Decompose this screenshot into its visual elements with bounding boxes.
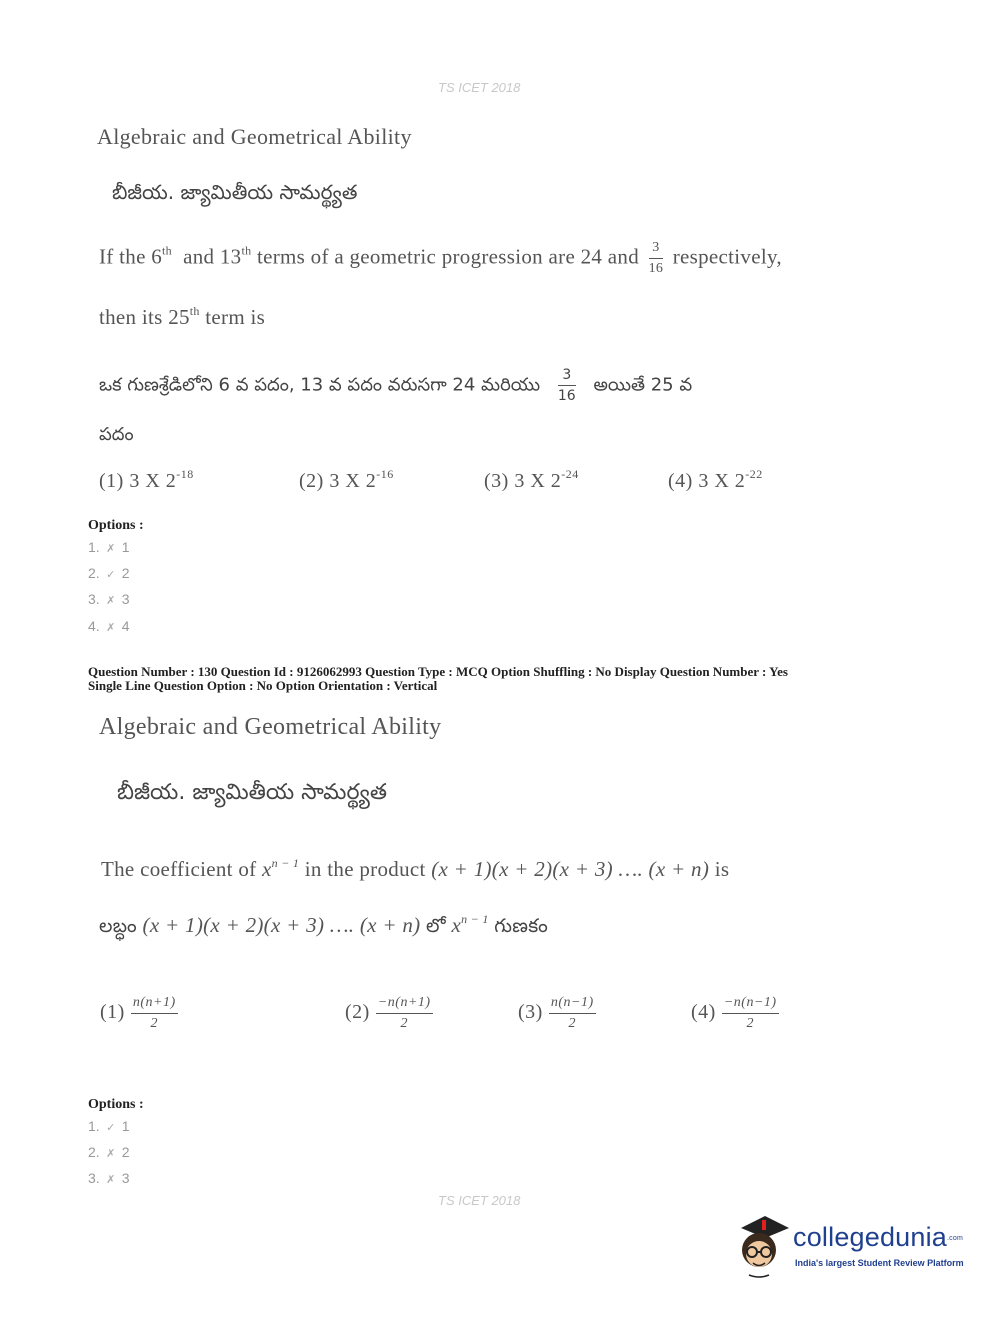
mascot-icon	[735, 1212, 793, 1280]
collegedunia-logo	[735, 1212, 964, 1282]
option-row-1: 1. ✗ 1	[88, 539, 130, 555]
section-title-english: Algebraic and Geometrical Ability	[97, 124, 412, 149]
q2-option-row-1: 1. ✓ 1	[88, 1118, 130, 1134]
wrong-mark-icon: ✗	[106, 595, 116, 607]
fraction-3-16-telugu: $\frac{3}{16}$	[557, 367, 576, 404]
q2-choice-2: (2) $\frac{-n(n+1)}{2}$	[345, 995, 431, 1031]
question-meta-line2: Single Line Question Option : No Option Orientation : Vertical	[88, 678, 438, 693]
wrong-mark-icon: ✗	[106, 543, 116, 555]
choice-2: (2) 3 X $2^{-16}$	[299, 467, 394, 492]
question2-telugu: లబ్ధం (x + 1)(x + 2)(x + 3) …. (x + n) లో $x^{n - 1}$ గుణకం	[99, 912, 549, 937]
section-title-english-2: Algebraic and Geometrical Ability	[99, 714, 442, 740]
wrong-mark-icon: ✗	[106, 1148, 116, 1160]
question-statement-line2: then its 25th term is	[99, 304, 266, 329]
correct-check-icon: ✓	[106, 1122, 116, 1134]
logo-wordmark: collegedunia$^{.com}$	[793, 1222, 964, 1252]
question2-statement: The coefficient of $x^{n - 1}$ in the product (x + 1)(x + 2)(x + 3) …. (x + n) is	[101, 856, 730, 881]
choice-4: (4) 3 X $2^{-22}$	[668, 467, 763, 492]
q2-option-row-2: 2. ✗ 2	[88, 1144, 130, 1160]
question-telugu-line1: ఒక గుణశ్రేడిలోని 6 వ పదం, 13 వ పదం వరుసగా 24 మరియు $\frac{3}{16}$ అయితే 25 వ	[99, 367, 693, 404]
option-row-3: 3. ✗ 3	[88, 591, 130, 607]
option-row-4: 4. ✗ 4	[88, 618, 130, 634]
q2-option-row-3: 3. ✗ 3	[88, 1170, 130, 1186]
q2-choice-3: (3) $\frac{n(n-1)}{2}$	[518, 995, 594, 1031]
choice-1: (1) 3 X $2^{-18}$	[99, 467, 194, 492]
correct-check-icon: ✓	[106, 569, 116, 581]
options-label: Options :	[88, 518, 144, 533]
wrong-mark-icon: ✗	[106, 622, 116, 634]
q2-choice-4: (4) $\frac{-n(n-1)}{2}$	[691, 995, 777, 1031]
option-row-2: 2. ✓ 2	[88, 565, 130, 581]
wrong-mark-icon: ✗	[106, 1174, 116, 1186]
options-label-2: Options :	[88, 1097, 144, 1112]
section-title-telugu: బీజీయ. జ్యామితీయ సామర్థ్యత	[112, 180, 358, 204]
header-watermark: TS ICET 2018	[438, 80, 521, 95]
q2-choice-1: (1) $\frac{n(n+1)}{2}$	[100, 995, 176, 1031]
fraction-3-16: $\frac{3}{16}$	[648, 240, 664, 276]
question-meta-line1: Question Number : 130 Question Id : 9126062993 Question Type : MCQ Option Shuffling : No Display Question Number : Yes	[88, 664, 788, 679]
footer-watermark: TS ICET 2018	[438, 1193, 521, 1208]
question-telugu-line2: పదం	[99, 424, 134, 445]
question-statement-line1: If the 6th and 13th terms of a geometric progression are 24 and $\frac{3}{16}$ respectively,	[99, 240, 782, 276]
choice-3: (3) 3 X $2^{-24}$	[484, 467, 579, 492]
section-title-telugu-2: బీజీయ. జ్యామితీయ సామర్థ్యత	[117, 780, 387, 805]
logo-tagline: India's largest Student Review Platform	[795, 1258, 964, 1268]
